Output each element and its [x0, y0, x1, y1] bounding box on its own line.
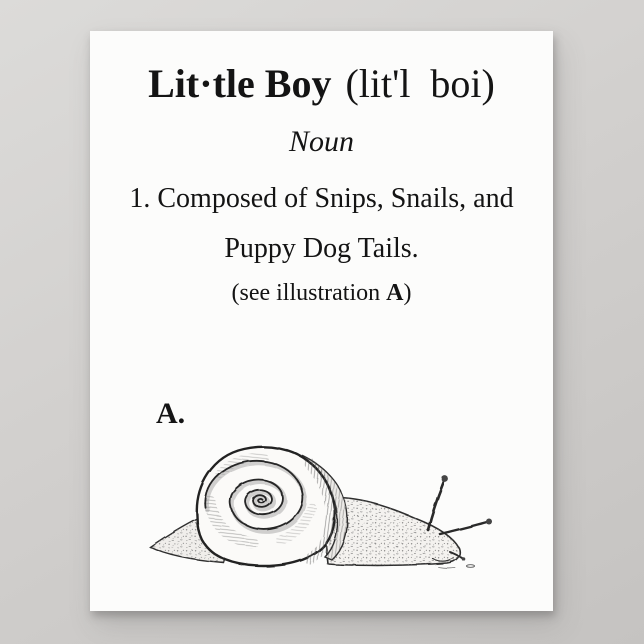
poster	[90, 31, 553, 611]
see-note-ref: A	[386, 280, 404, 306]
illustration-label: A.	[156, 397, 186, 430]
snail-illustration	[140, 430, 520, 600]
see-illustration-note	[90, 281, 553, 305]
pronunciation: (lit'l boi)	[345, 61, 495, 106]
definition-line-1: 1. Composed of Snips, Snails, and	[129, 183, 514, 214]
snail-drawing-group	[150, 447, 492, 568]
snail-shell	[197, 447, 335, 566]
see-note-close: )	[403, 280, 412, 306]
see-note-text: (see illustration	[231, 280, 381, 306]
definition-line-2: Puppy Dog Tails.	[224, 233, 419, 264]
ground-marks	[438, 565, 475, 568]
headword: Lit·tle Boy	[148, 61, 332, 106]
headword-line	[90, 61, 553, 106]
part-of-speech: Noun	[288, 125, 354, 158]
